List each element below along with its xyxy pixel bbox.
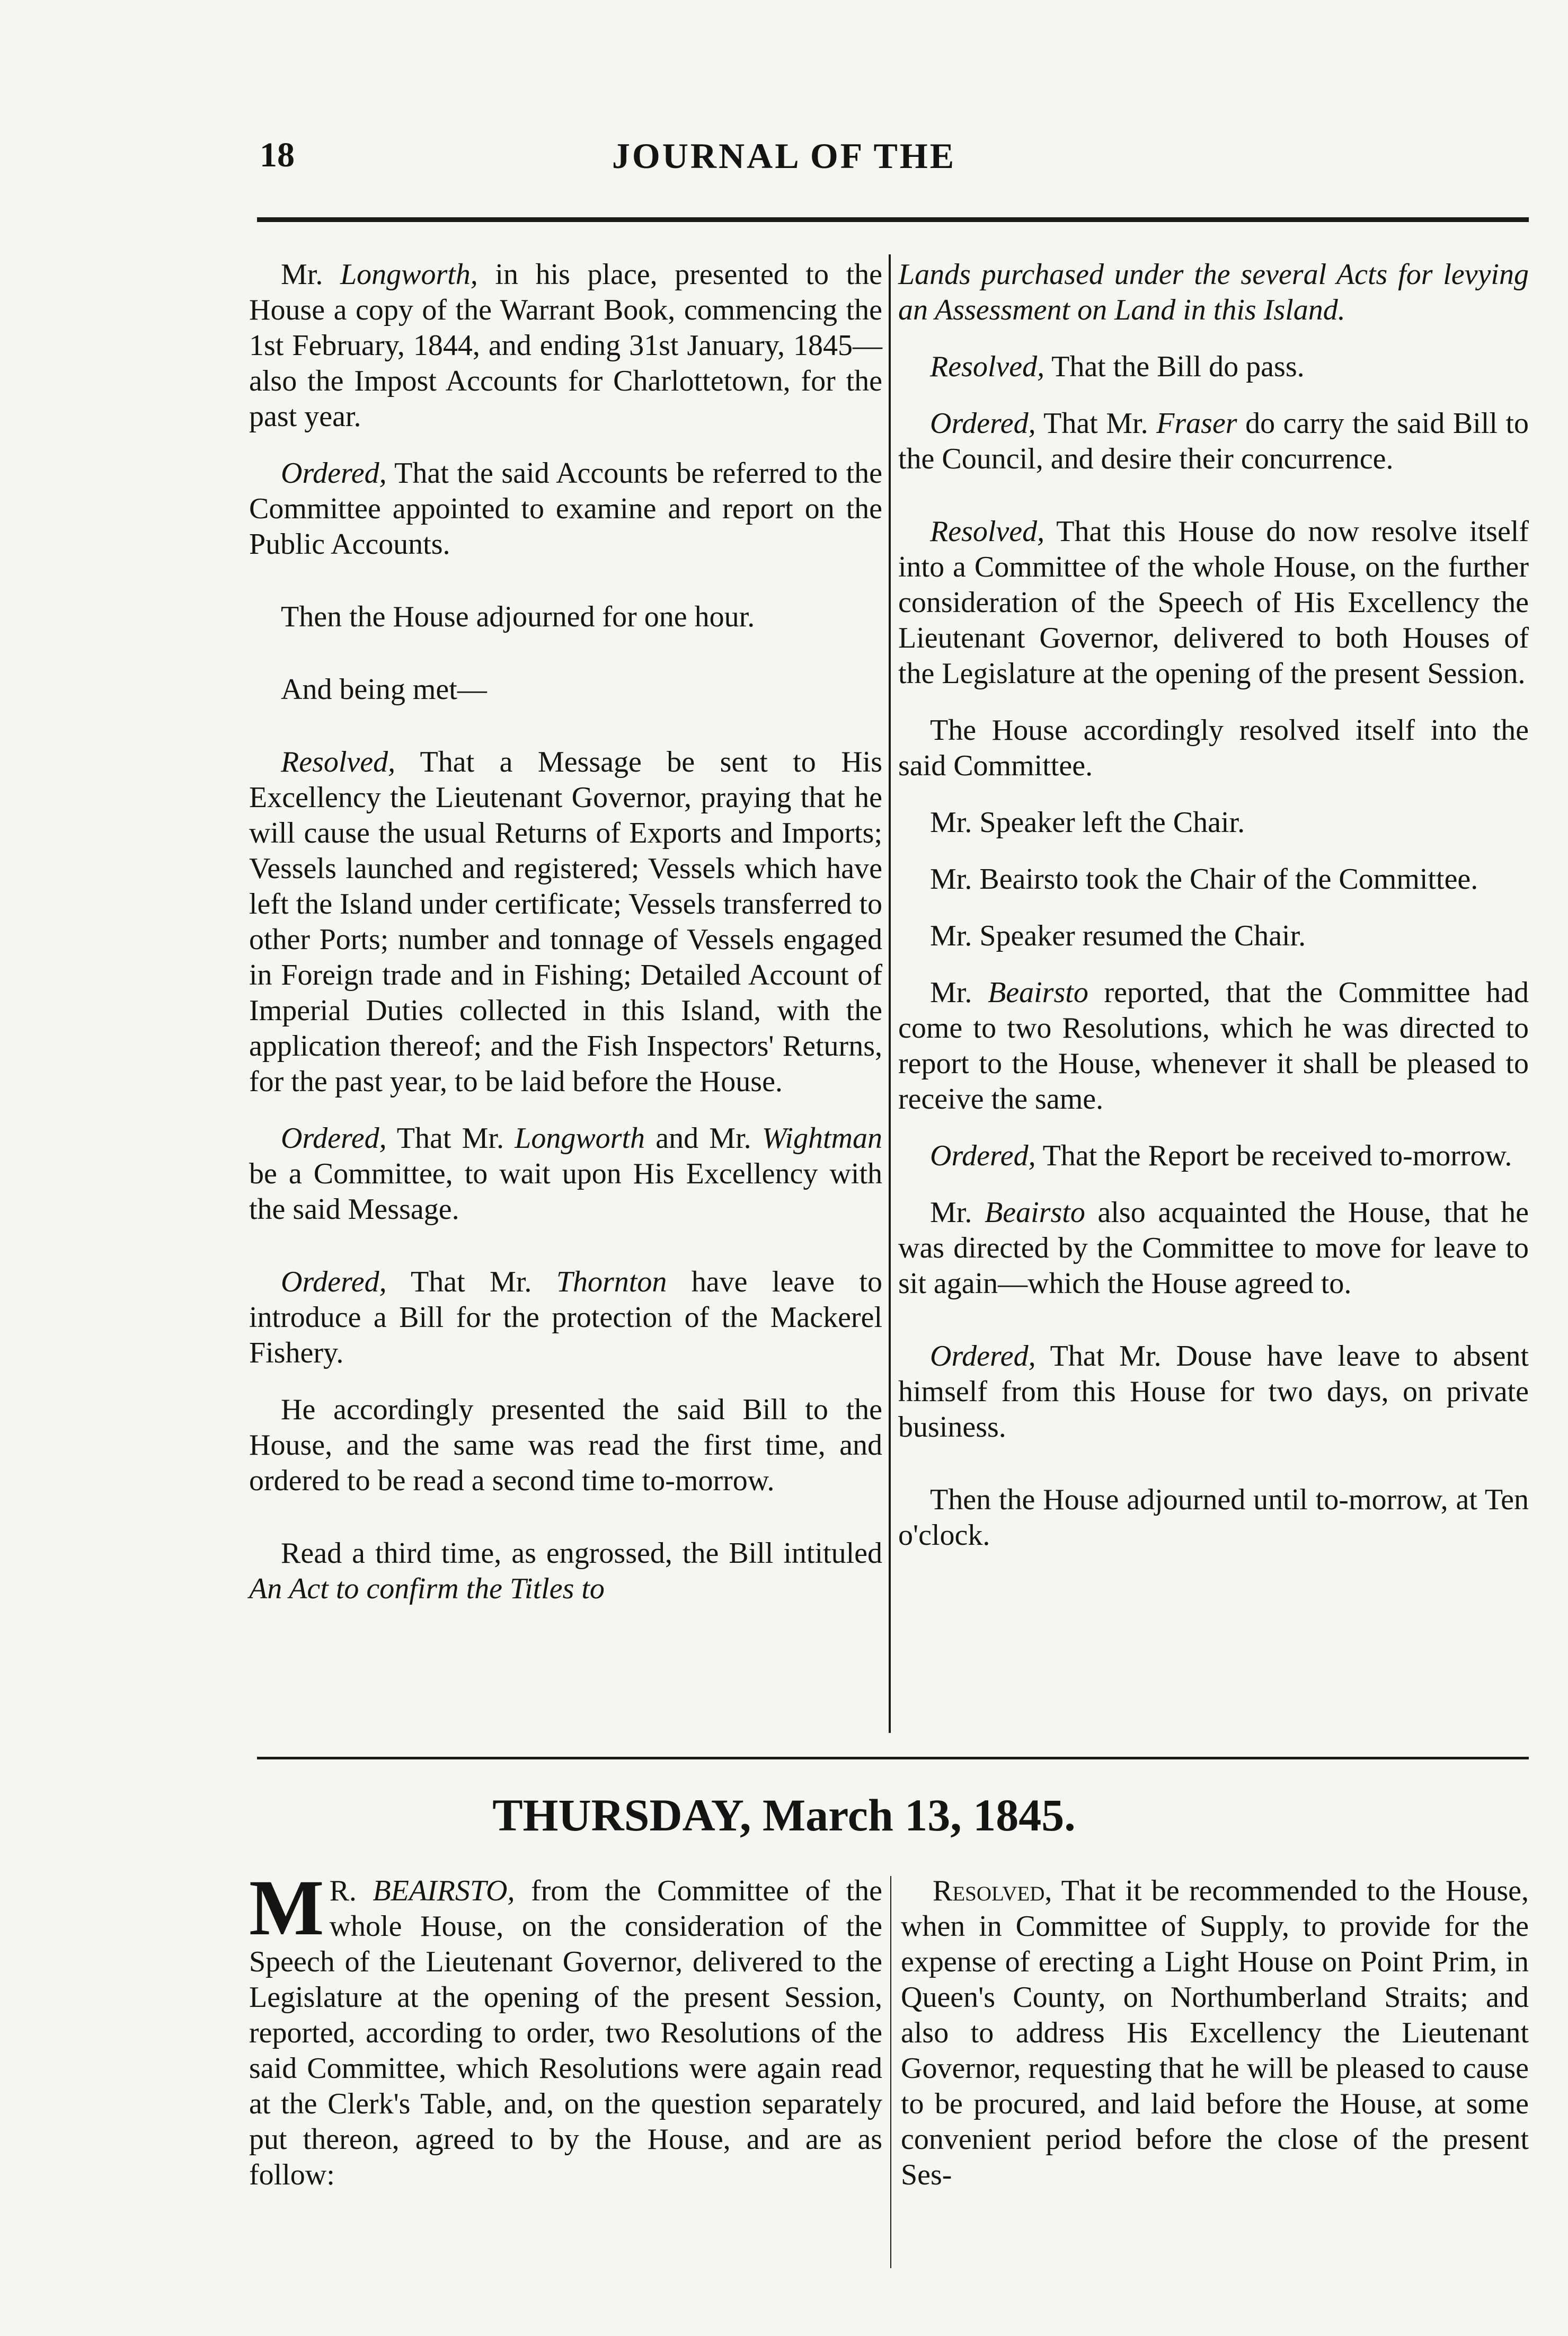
section-rule (257, 1757, 1529, 1759)
column-divider (889, 254, 891, 1733)
paragraph: Mr. Speaker resumed the Chair. (930, 919, 1306, 952)
page-number: 18 (260, 136, 295, 174)
left-column (249, 257, 882, 1607)
paragraph: Ordered, That Mr. Thornton have leave to introduce a Bill for the protection of the Mackerel Fishery. (249, 1266, 882, 1369)
paragraph: Resolved, That a Message be sent to His Excellency the Lieutenant Governor, praying that he will cause the usual Returns of Exports and Imports; Vessels launched and registered; Vessels which have left the Island under certificate; Vessels transferred to other Ports; number and tonnage of Vessels engaged in Foreign trade and in Fishing; Detailed Account of Imperial Duties collected in this Island, with the application thereof; and the Fish Inspectors' Returns, for the past year, to be laid before the House. (249, 746, 882, 1098)
bottom-right-column (901, 1873, 1529, 2193)
paragraph: The House accordingly resolved itself into the said Committee. (898, 714, 1529, 782)
day-heading: THURSDAY, March 13, 1845. (492, 1790, 1076, 1841)
paragraph: Then the House adjourned until to-morrow, at Ten o'clock. (898, 1483, 1529, 1552)
paragraph: Mr. Beairsto also acquainted the House, that he was directed by the Committee to move for leave to sit again—which the House agreed to. (898, 1196, 1529, 1300)
paragraph: And being met— (281, 673, 487, 706)
journal-title: JOURNAL OF THE (612, 136, 956, 176)
paragraph: Mr. Beairsto took the Chair of the Committee. (930, 863, 1478, 896)
column-divider (890, 1876, 891, 2268)
paragraph: Ordered, That Mr. Fraser do carry the said Bill to the Council, and desire their concurrence. (898, 407, 1529, 475)
running-head (0, 135, 1568, 183)
paragraph: Lands purchased under the several Acts for levying an Assessment on Land in this Island. (898, 258, 1529, 326)
paragraph: Mr. Speaker left the Chair. (930, 806, 1245, 839)
paragraph: Resolved, That it be recommended to the House, when in Committee of Supply, to provide for the expense of erecting a Light House on Point Prim, in Queen's County, on Northumberland Straits; and also to address His Excellency the Lieutenant Governor, requesting that he will be pleased to cause to be procured, and laid before the House, at some convenient period before the close of the present Ses- (901, 1874, 1529, 2191)
paragraph: Read a third time, as engrossed, the Bill intituled An Act to confirm the Titles to (249, 1537, 882, 1605)
paragraph: Ordered, That Mr. Douse have leave to absent himself from this House for two days, on private business. (898, 1340, 1529, 1444)
paragraph: Ordered, That Mr. Longworth and Mr. Wightman be a Committee, to wait upon His Excellency with the said Message. (249, 1122, 882, 1226)
bottom-left-column (249, 1864, 882, 2193)
paragraph: Then the House adjourned for one hour. (281, 600, 755, 633)
drop-cap: M (249, 1864, 324, 1952)
paragraph: M R. BEAIRSTO, from the Committee of the whole House, on the consideration of the Speech of the Lieutenant Governor, delivered to the Legislature at the opening of the present Session, reported, according to order, two Resolutions of the said Committee, which Resolutions were again read at the Clerk's Table, and, on the question separately put thereon, agreed to by the House, and are as follow: (249, 1864, 882, 2191)
paragraph: Resolved, That the Bill do pass. (930, 350, 1305, 383)
paragraph: Mr. Beairsto reported, that the Committee had come to two Resolutions, which he was directed to report to the House, whenever it shall be pleased to receive the same. (898, 976, 1529, 1116)
paragraph: Ordered, That the said Accounts be referred to the Committee appointed to examine and report on the Public Accounts. (249, 457, 882, 561)
paragraph: Mr. Longworth, in his place, presented to the House a copy of the Warrant Book, commencing the 1st February, 1844, and ending 31st January, 1845—also the Impost Accounts for Charlottetown, for the past year. (249, 258, 882, 433)
paragraph: He accordingly presented the said Bill to the House, and the same was read the first time, and ordered to be read a second time to-morrow. (249, 1393, 882, 1497)
paragraph: Resolved, That this House do now resolve itself into a Committee of the whole House, on the further consideration of the Speech of His Excellency the Lieutenant Governor, delivered to both Houses of the Legislature at the opening of the present Session. (898, 515, 1529, 690)
paragraph: Ordered, That the Report be received to-morrow. (930, 1139, 1512, 1172)
right-column (898, 257, 1529, 1553)
header-rule (257, 217, 1529, 222)
